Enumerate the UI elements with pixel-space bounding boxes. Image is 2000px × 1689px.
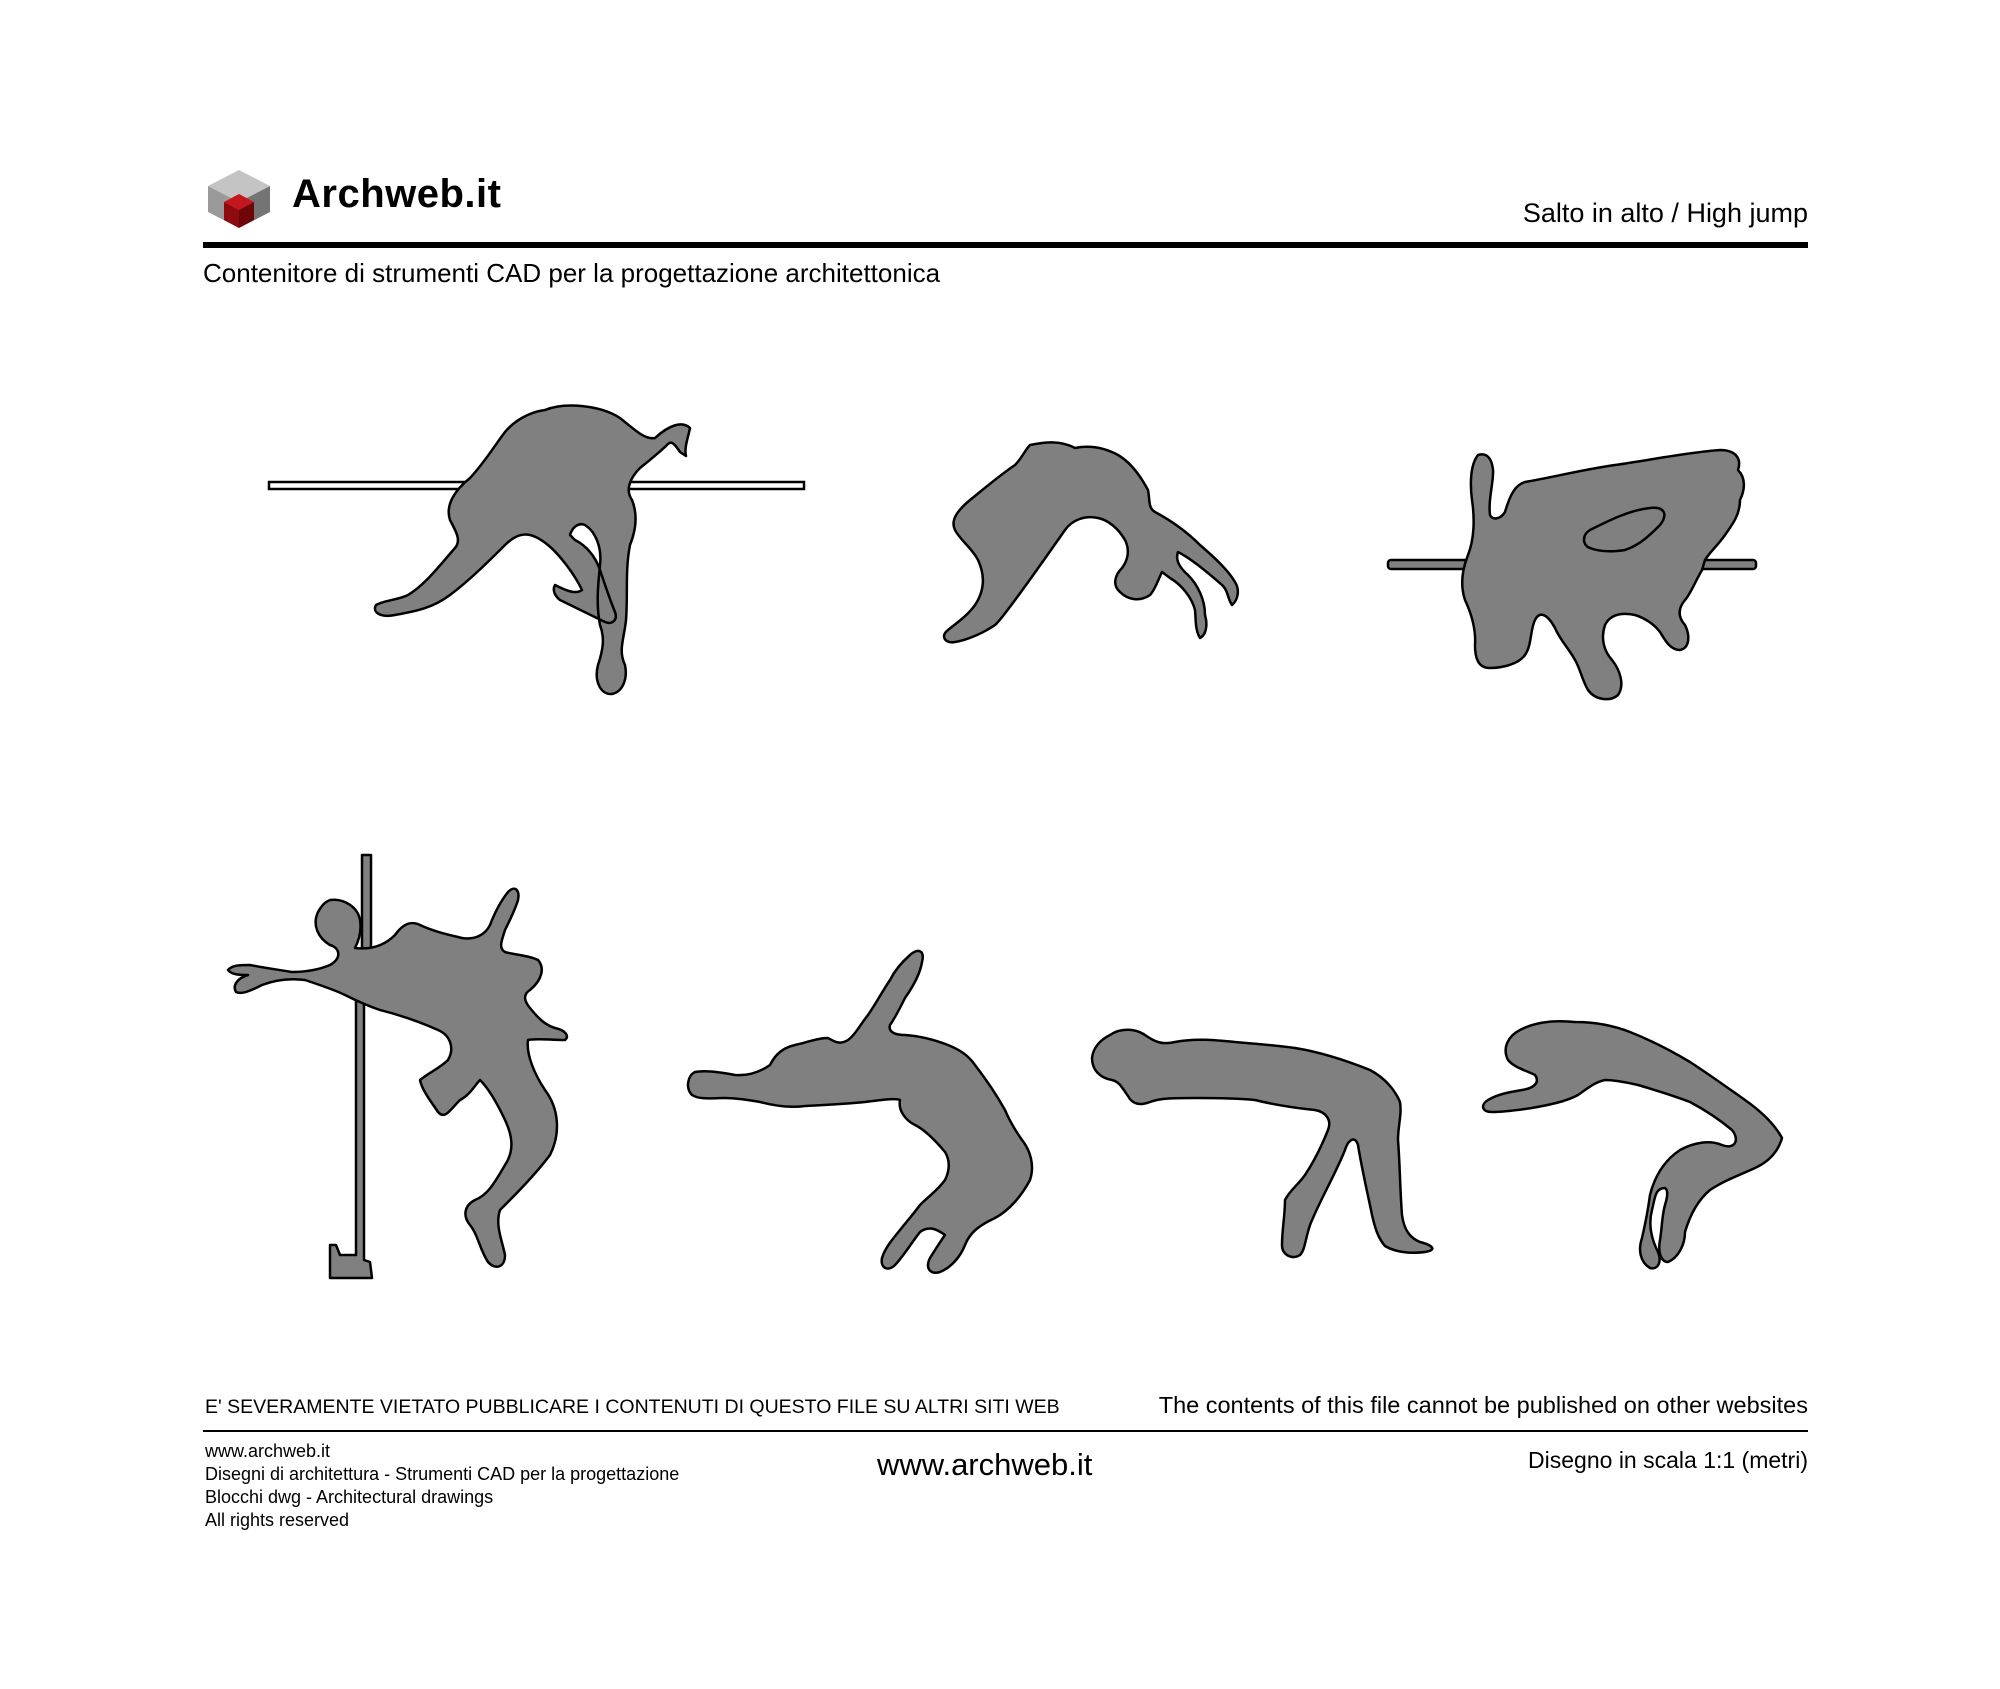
footer-line-blocks: Blocchi dwg - Architectural drawings	[205, 1487, 494, 1507]
footer-url-link[interactable]: www.archweb.it	[877, 1447, 1093, 1482]
footer-rule	[203, 1430, 1808, 1432]
athlete-7	[1483, 1021, 1782, 1268]
athlete-3	[1388, 450, 1756, 699]
athlete-6	[1092, 1030, 1432, 1257]
brand-name: Archweb.it	[292, 172, 502, 216]
footer-line-description: Disegni di architettura - Strumenti CAD per la progettazione	[205, 1464, 680, 1484]
warning-english: The contents of this file cannot be published on other websites	[1158, 1392, 1808, 1418]
athlete-1	[269, 406, 804, 694]
footer-website: www.archweb.it	[205, 1441, 331, 1461]
athlete-2	[944, 442, 1238, 642]
athlete-5	[688, 951, 1032, 1273]
header-subtitle: Contenitore di strumenti CAD per la progettazione architettonica	[203, 258, 941, 288]
footer-line-rights: All rights reserved	[205, 1510, 350, 1530]
warning-italian: E' SEVERAMENTE VIETATO PUBBLICARE I CONTENUTI DI QUESTO FILE SU ALTRI SITI WEB	[205, 1396, 1060, 1418]
athlete-4	[228, 855, 567, 1278]
drawing-title: Salto in alto / High jump	[1522, 198, 1808, 228]
drawing-scale: Disegno in scala 1:1 (metri)	[1528, 1447, 1808, 1473]
